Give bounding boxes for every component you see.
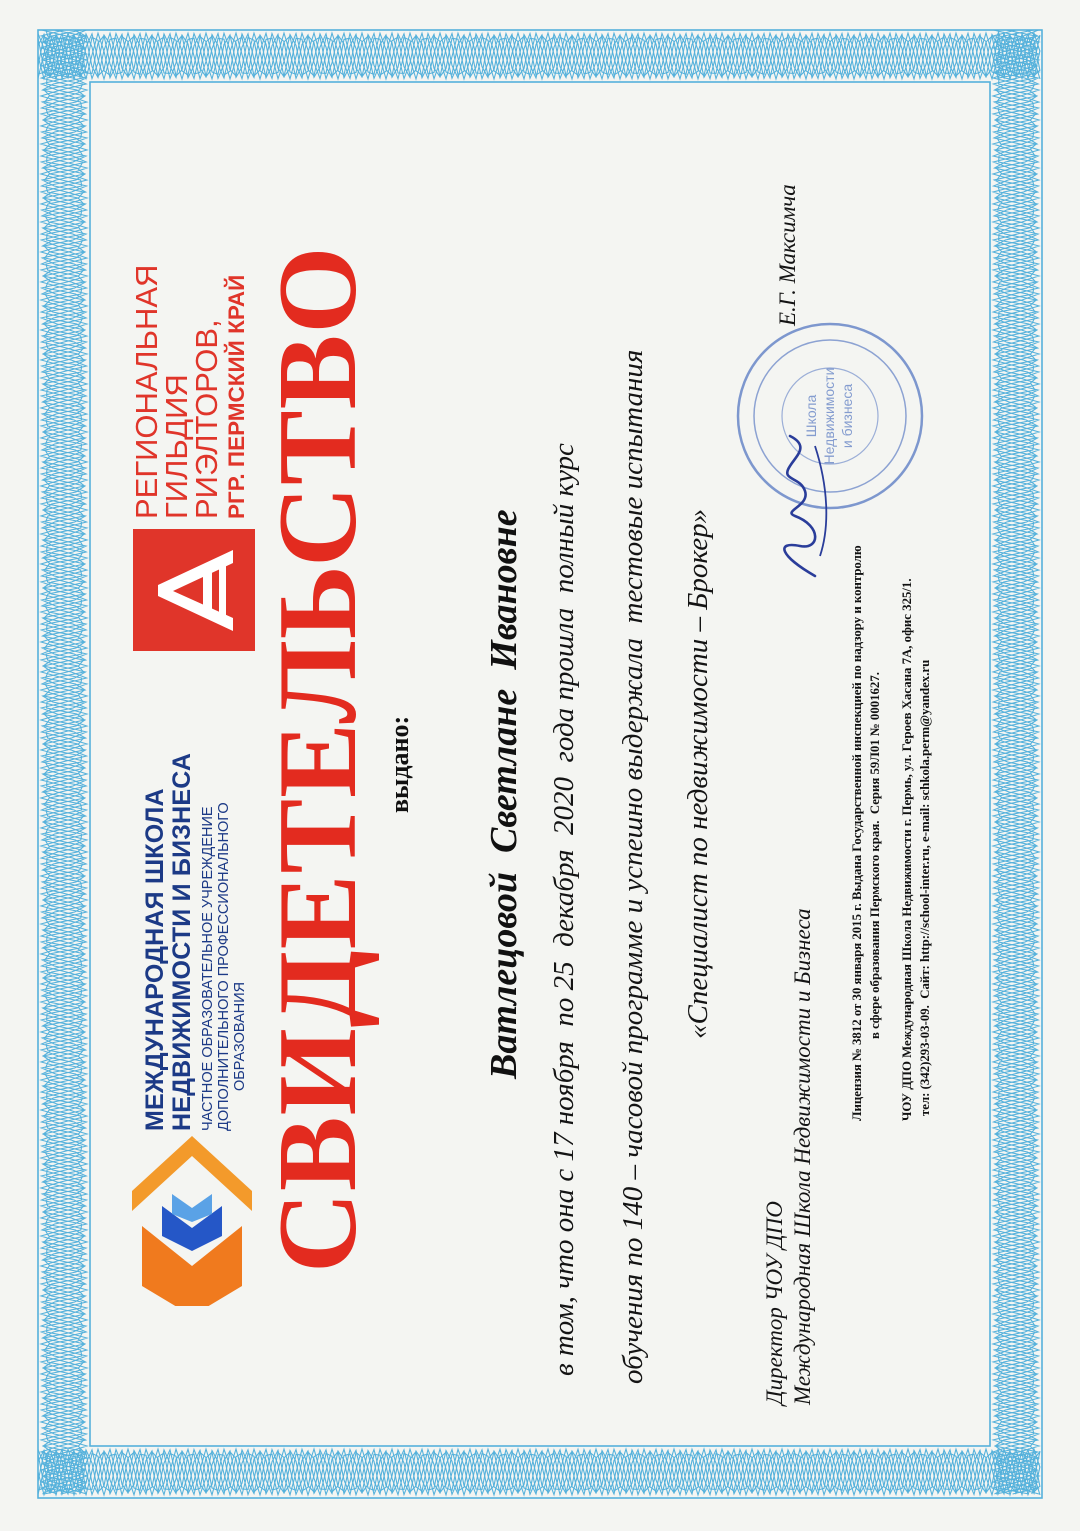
school-logo-icon bbox=[122, 1136, 272, 1306]
footer-address-line: ЧОУ ДПО Международная Школа Недвижимости г. Пермь, ул. Героев Хасана 7А, офис 325/1. bbox=[900, 578, 914, 1121]
school-title-line2: НЕДВИЖИМОСТИ И БИЗНЕСА bbox=[168, 752, 196, 1131]
svg-text:и бизнеса: и бизнеса bbox=[839, 383, 855, 449]
guild-line2: ГИЛЬДИЯ bbox=[159, 374, 194, 519]
guild-name-block bbox=[129, 264, 252, 519]
director-role-line2: Международная Школа Недвижимости и Бизнеса bbox=[790, 908, 815, 1405]
school-title-line1: МЕЖДУНАРОДНАЯ ШКОЛА bbox=[141, 788, 169, 1131]
issued-label: выдано: bbox=[385, 715, 414, 813]
school-subtitle-line2: ДОПОЛНИТЕЛЬНОГО ПРОФЕССИОНАЛЬНОГО bbox=[216, 802, 232, 1131]
svg-text:Недвижимости: Недвижимости bbox=[821, 367, 837, 465]
school-subtitle-line3: ОБРАЗОВАНИЯ bbox=[232, 981, 248, 1091]
signer-name: Е.Г. Максимча bbox=[775, 184, 800, 326]
body-line3: «Специалист по недвижимости – Брокер» bbox=[682, 508, 714, 1039]
body-line2: обучения по 140 – часовой программе и успешно выдержала тестовые испытания bbox=[617, 349, 649, 1384]
director-role-line1: Директор ЧОУ ДПО bbox=[762, 1201, 787, 1405]
footer-license-line2: в сфере образования Пермского края. Серия 59Л01 № 0001627. bbox=[868, 672, 882, 1039]
guild-line4: РГР. ПЕРМСКИЙ КРАЙ bbox=[224, 274, 249, 519]
body-line1: в том, что она с 17 ноября по 25 декабря 2020 года прошла полный курс bbox=[548, 443, 580, 1376]
svg-text:Школа: Школа bbox=[803, 394, 819, 438]
school-name-block bbox=[142, 753, 248, 1131]
handwritten-signature-icon bbox=[760, 426, 840, 586]
footer-license-line1: Лицензия № 3812 от 30 января 2015 г. Выдана Государственной инспекцией по надзору и контролю bbox=[850, 545, 864, 1121]
certificate-title: СВИДЕТЕЛЬСТВО bbox=[256, 245, 380, 1273]
footer-contacts-line: тел: (342)293-03-09. Сайт: http://school-inter.ru, e-mail: schkola.perm@yandex.ru bbox=[918, 659, 932, 1116]
school-subtitle-line1: ЧАСТНОЕ ОБРАЗОВАТЕЛЬНОЕ УЧРЕЖДЕНИЕ bbox=[200, 806, 216, 1131]
guild-logo-icon bbox=[133, 529, 255, 651]
guild-line3: РИЭЛТОРОВ, bbox=[189, 319, 224, 519]
guild-line1: РЕГИОНАЛЬНАЯ bbox=[129, 264, 164, 519]
recipient-name: Ватлецовой Светлане Ивановне bbox=[483, 509, 525, 1079]
